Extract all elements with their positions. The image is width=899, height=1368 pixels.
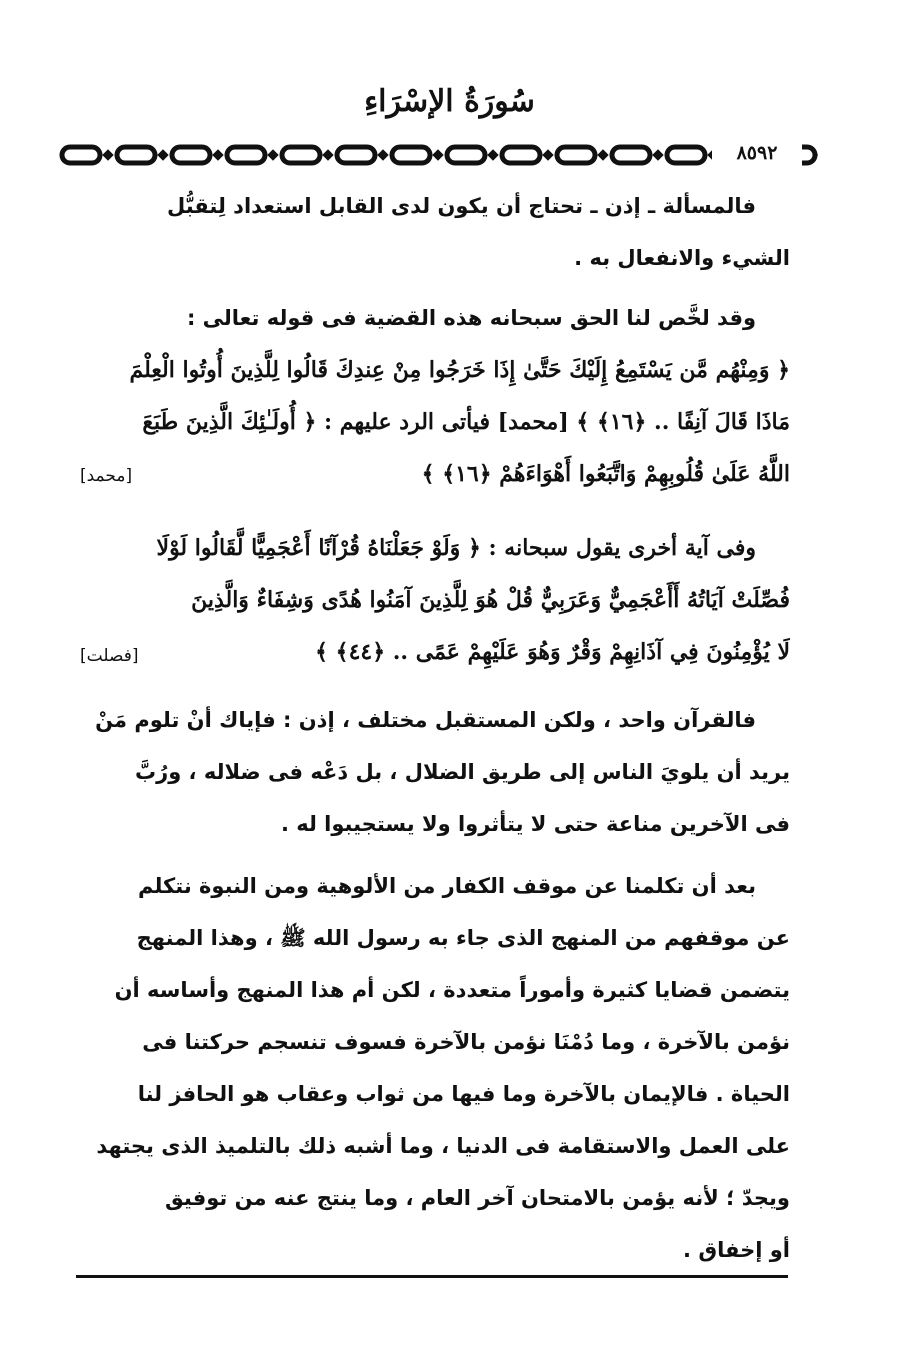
footer-rule bbox=[76, 1275, 788, 1278]
ornament-diamond bbox=[103, 150, 113, 160]
ornament-oval bbox=[447, 147, 485, 163]
ornament-diamond bbox=[378, 150, 388, 160]
ornament-diamond bbox=[543, 150, 553, 160]
ornament-oval bbox=[62, 147, 100, 163]
quran-verse-line: فُصِّلَتْ آيَاتُهُ أَأَعْجَمِيٌّ وَعَرَبِيٌّ قُلْ هُوَ لِلَّذِينَ آمَنُوا هُدًى وَشِفَاءٌ وَالَّذِينَ bbox=[191, 587, 790, 613]
paragraph-4 bbox=[74, 694, 790, 850]
text-line: فالقرآن واحد ، ولكن المستقبل مختلف ، إذن : فإياك أنْ تلوم مَنْ bbox=[95, 708, 756, 732]
ornament-oval bbox=[227, 147, 265, 163]
text-line: فالمسألة ـ إذن ـ تحتاج أن يكون لدى القابل استعداد لِتقبُّل bbox=[166, 194, 756, 218]
ornament-diamond bbox=[268, 150, 278, 160]
page-number: ٨٥٩٢ bbox=[712, 140, 802, 166]
text-line: نؤمن بالآخرة ، وما دُمْنَا نؤمن بالآخرة فسوف تنسجم حركتنا فى bbox=[142, 1030, 790, 1054]
paragraph-1 bbox=[74, 180, 790, 284]
ornament-oval bbox=[282, 147, 320, 163]
paragraph-2 bbox=[74, 292, 790, 500]
ornament-diamond bbox=[213, 150, 223, 160]
ornament-diamond bbox=[488, 150, 498, 160]
ornament-oval bbox=[117, 147, 155, 163]
ornament-diamond bbox=[323, 150, 333, 160]
text-line: أو إخفاق . bbox=[683, 1238, 790, 1262]
surah-reference: [محمد] bbox=[80, 466, 133, 486]
ornament-diamond bbox=[598, 150, 608, 160]
ornament-diamond bbox=[158, 150, 168, 160]
text-line: الشيء والانفعال به . bbox=[574, 246, 790, 270]
ornamental-header-rule bbox=[58, 138, 818, 172]
text-line: عن موقفهم من المنهج الذى جاء به رسول الله ﷺ ، وهذا المنهج bbox=[136, 926, 790, 950]
quran-verse-line: مَاذَا قَالَ آنِفًا .. ﴿١٦﴾ ﴾ [محمد] فيأتى الرد عليهم : ﴿ أُولَـٰئِكَ الَّذِينَ طَبَعَ bbox=[142, 409, 790, 435]
text-line: وقد لخَّص لنا الحق سبحانه هذه القضية فى قوله تعالى : bbox=[186, 306, 756, 330]
ornament-diamond bbox=[653, 150, 663, 160]
text-line: يريد أن يلويَ الناس إلى طريق الضلال ، بل دَعْه فى ضلاله ، ورُبَّ bbox=[135, 760, 790, 784]
quran-verse-line: وفى آية أخرى يقول سبحانه : ﴿ وَلَوْ جَعَلْنَاهُ قُرْآنًا أَعْجَمِيًّا لَّقَالُوا لَوْلَا bbox=[156, 535, 756, 561]
paragraph-5 bbox=[74, 860, 790, 1276]
surah-title: سُورَةُ الإسْرَاءِ bbox=[364, 84, 535, 119]
text-line: على العمل والاستقامة فى الدنيا ، وما أشبه ذلك بالتلميذ الذى يجتهد bbox=[96, 1134, 790, 1158]
ornament-oval bbox=[667, 147, 705, 163]
ornament-oval bbox=[392, 147, 430, 163]
text-line: فى الآخرين مناعة حتى لا يتأثروا ولا يستجيبوا له . bbox=[280, 812, 790, 836]
quran-verse-line: اللَّهُ عَلَىٰ قُلُوبِهِمْ وَاتَّبَعُوا أَهْوَاءَهُمْ ﴿١٦﴾ ﴾ bbox=[421, 461, 790, 487]
ornament-oval bbox=[612, 147, 650, 163]
ornament-oval bbox=[337, 147, 375, 163]
quran-verse-line: ﴿ وَمِنْهُم مَّن يَسْتَمِعُ إِلَيْكَ حَتَّىٰ إِذَا خَرَجُوا مِنْ عِندِكَ قَالُوا لِلَّذِينَ أُوتُوا الْعِلْمَ bbox=[129, 357, 790, 383]
ornament-oval bbox=[172, 147, 210, 163]
paragraph-3 bbox=[74, 522, 790, 678]
ornament-oval bbox=[557, 147, 595, 163]
ornament-diamond bbox=[433, 150, 443, 160]
ornament-oval bbox=[502, 147, 540, 163]
text-line: الحياة . فالإيمان بالآخرة وما فيها من ثواب وعقاب هو الحافز لنا bbox=[137, 1082, 790, 1106]
text-line: ويجدّ ؛ لأنه يؤمن بالامتحان آخر العام ، وما ينتج عنه من توفيق bbox=[164, 1186, 790, 1210]
text-line: بعد أن تكلمنا عن موقف الكفار من الألوهية ومن النبوة نتكلم bbox=[138, 874, 756, 898]
surah-reference: [فصلت] bbox=[80, 646, 139, 666]
quran-verse-line: لَا يُؤْمِنُونَ فِي آذَانِهِمْ وَقْرٌ وَهُوَ عَلَيْهِمْ عَمًى .. ﴿٤٤﴾ ﴾ bbox=[315, 639, 790, 665]
text-line: يتضمن قضايا كثيرة وأموراً متعددة ، لكن أم هذا المنهج وأساسه أن bbox=[114, 978, 790, 1002]
